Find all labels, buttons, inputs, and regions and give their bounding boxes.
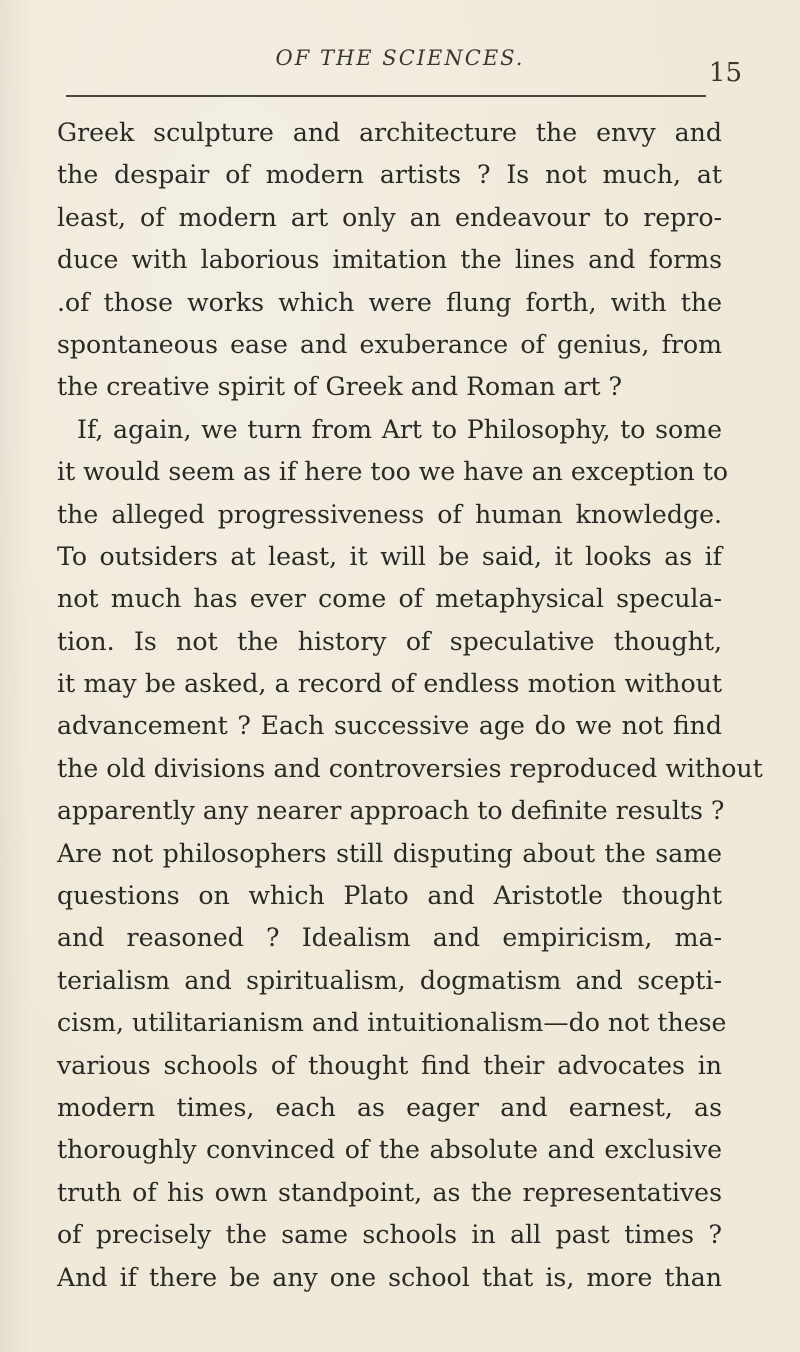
- text-line: advancement ? Each successive age do we not find: [57, 711, 722, 741]
- text-line: the despair of modern artists ? Is not much, at: [57, 160, 722, 190]
- text-line: duce with laborious imitation the lines and forms: [57, 245, 722, 275]
- header-rule: [66, 95, 706, 97]
- text-line: To outsiders at least, it will be said, it looks as if: [57, 541, 722, 571]
- text-line: of precisely the same schools in all past times ?: [57, 1220, 722, 1250]
- text-line: truth of his own standpoint, as the representatives: [57, 1177, 722, 1207]
- text-line: it may be asked, a record of endless motion without: [57, 669, 722, 699]
- body-text: [57, 112, 763, 1299]
- text-line: the creative spirit of Greek and Roman art ?: [57, 372, 623, 402]
- text-line: it would seem as if here too we have an exception to: [57, 457, 729, 487]
- page-number: 15: [708, 58, 742, 88]
- text-line: tion. Is not the history of speculative thought,: [57, 626, 722, 656]
- text-line: thoroughly convinced of the absolute and exclusive: [57, 1135, 722, 1165]
- text-line: .of those works which were flung forth, with the: [57, 287, 722, 317]
- text-line: cism, utilitarianism and intuitionalism—do not these: [57, 1008, 727, 1038]
- text-line: various schools of thought find their advocates in: [57, 1050, 722, 1080]
- text-line: not much has ever come of metaphysical specula-: [57, 584, 722, 614]
- text-line: modern times, each as eager and earnest, as: [57, 1092, 722, 1122]
- running-head: OF THE SCIENCES.: [275, 46, 525, 70]
- text-line: apparently any nearer approach to definite results ?: [57, 796, 725, 826]
- text-line: questions on which Plato and Aristotle thought: [57, 881, 722, 911]
- text-line: Greek sculpture and architecture the envy and: [57, 118, 722, 147]
- text-line: Are not philosophers still disputing about the same: [57, 838, 722, 868]
- text-line: the alleged progressiveness of human knowledge.: [57, 499, 722, 529]
- text-line: and reasoned ? Idealism and empiricism, ma-: [57, 923, 722, 953]
- text-line: terialism and spiritualism, dogmatism and scepti-: [57, 965, 722, 995]
- text-line: And if there be any one school that is, more than: [57, 1262, 722, 1292]
- text-line: the old divisions and controversies reproduced without: [57, 753, 763, 783]
- text-line: least, of modern art only an endeavour to repro-: [57, 202, 722, 232]
- text-line: spontaneous ease and exuberance of genius, from: [57, 329, 722, 359]
- text-line: If, again, we turn from Art to Philosophy, to some: [77, 414, 722, 444]
